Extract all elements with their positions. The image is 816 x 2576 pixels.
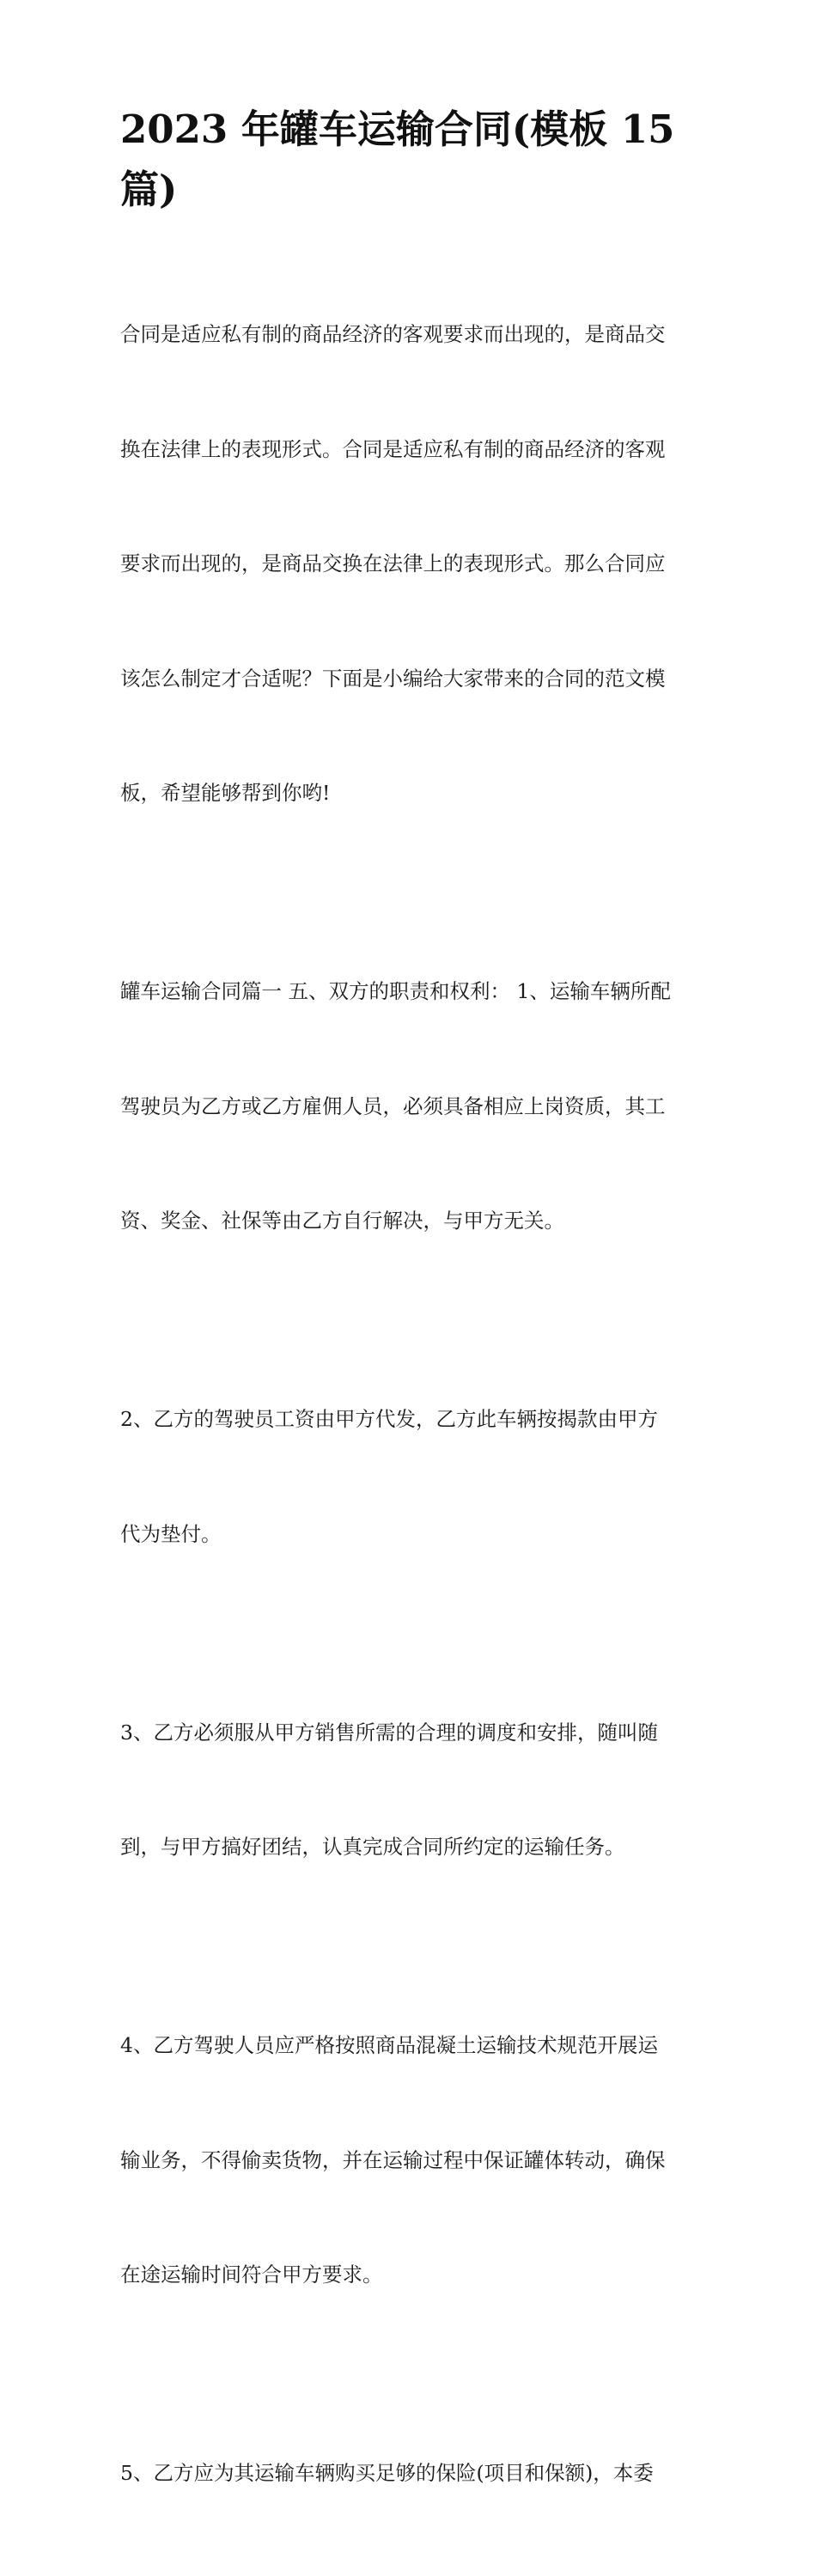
text-line: 资、奖金、社保等由乙方自行解决，与甲方无关。 xyxy=(120,1209,564,1233)
text-line: 板，希望能够帮到你哟! xyxy=(120,781,331,805)
text-line: 2、乙方的驾驶员工资由甲方代发，乙方此车辆按揭款由甲方 xyxy=(120,1407,658,1431)
text-line: 在途运输时间符合甲方要求。 xyxy=(120,2262,383,2287)
text-line: 5、乙方应为其运输车辆购买足够的保险(项目和保额)，本委 xyxy=(120,2461,654,2485)
title-line: 篇) xyxy=(120,167,178,212)
text-line: 到，与甲方搞好团结，认真完成合同所约定的运输任务。 xyxy=(120,1835,625,1859)
document-body xyxy=(120,239,700,2576)
text-line: 代为垫付。 xyxy=(120,1521,222,1546)
text-line: 3、乙方必须服从甲方销售所需的合理的调度和安排，随叫随 xyxy=(120,1720,658,1745)
text-line: 驾驶员为乙方或乙方雇佣人员，必须具备相应上岗资质，其工 xyxy=(120,1093,666,1118)
paragraph-section-1 xyxy=(120,896,700,1317)
text-line: 输业务，不得偷卖货物，并在运输过程中保证罐体转动，确保 xyxy=(120,2147,666,2172)
paragraph-item-5 xyxy=(120,2378,700,2569)
title-line: 2023 年罐车运输合同(模板 15 xyxy=(120,107,675,152)
text-line: 4、乙方驾驶人员应严格按照商品混凝土运输技术规范开展运 xyxy=(120,2033,658,2057)
paragraph-intro xyxy=(120,239,700,889)
paragraph-item-3 xyxy=(120,1637,700,1943)
text-line: 要求而出现的，是商品交换在法律上的表现形式。那么合同应 xyxy=(120,551,666,575)
paragraph-item-4 xyxy=(120,1950,700,2371)
text-line: 换在法律上的表现形式。合同是适应私有制的商品经济的客观 xyxy=(120,436,666,461)
text-line: 罐车运输合同篇一 五、双方的职责和权利： 1、运输车辆所配 xyxy=(120,979,671,1003)
document-title xyxy=(120,100,704,220)
text-line: 合同是适应私有制的商品经济的客观要求而出现的，是商品交 xyxy=(120,322,666,346)
text-line: 该怎么制定才合适呢？下面是小编给大家带来的合同的范文模 xyxy=(120,666,666,691)
paragraph-item-2 xyxy=(120,1324,700,1629)
